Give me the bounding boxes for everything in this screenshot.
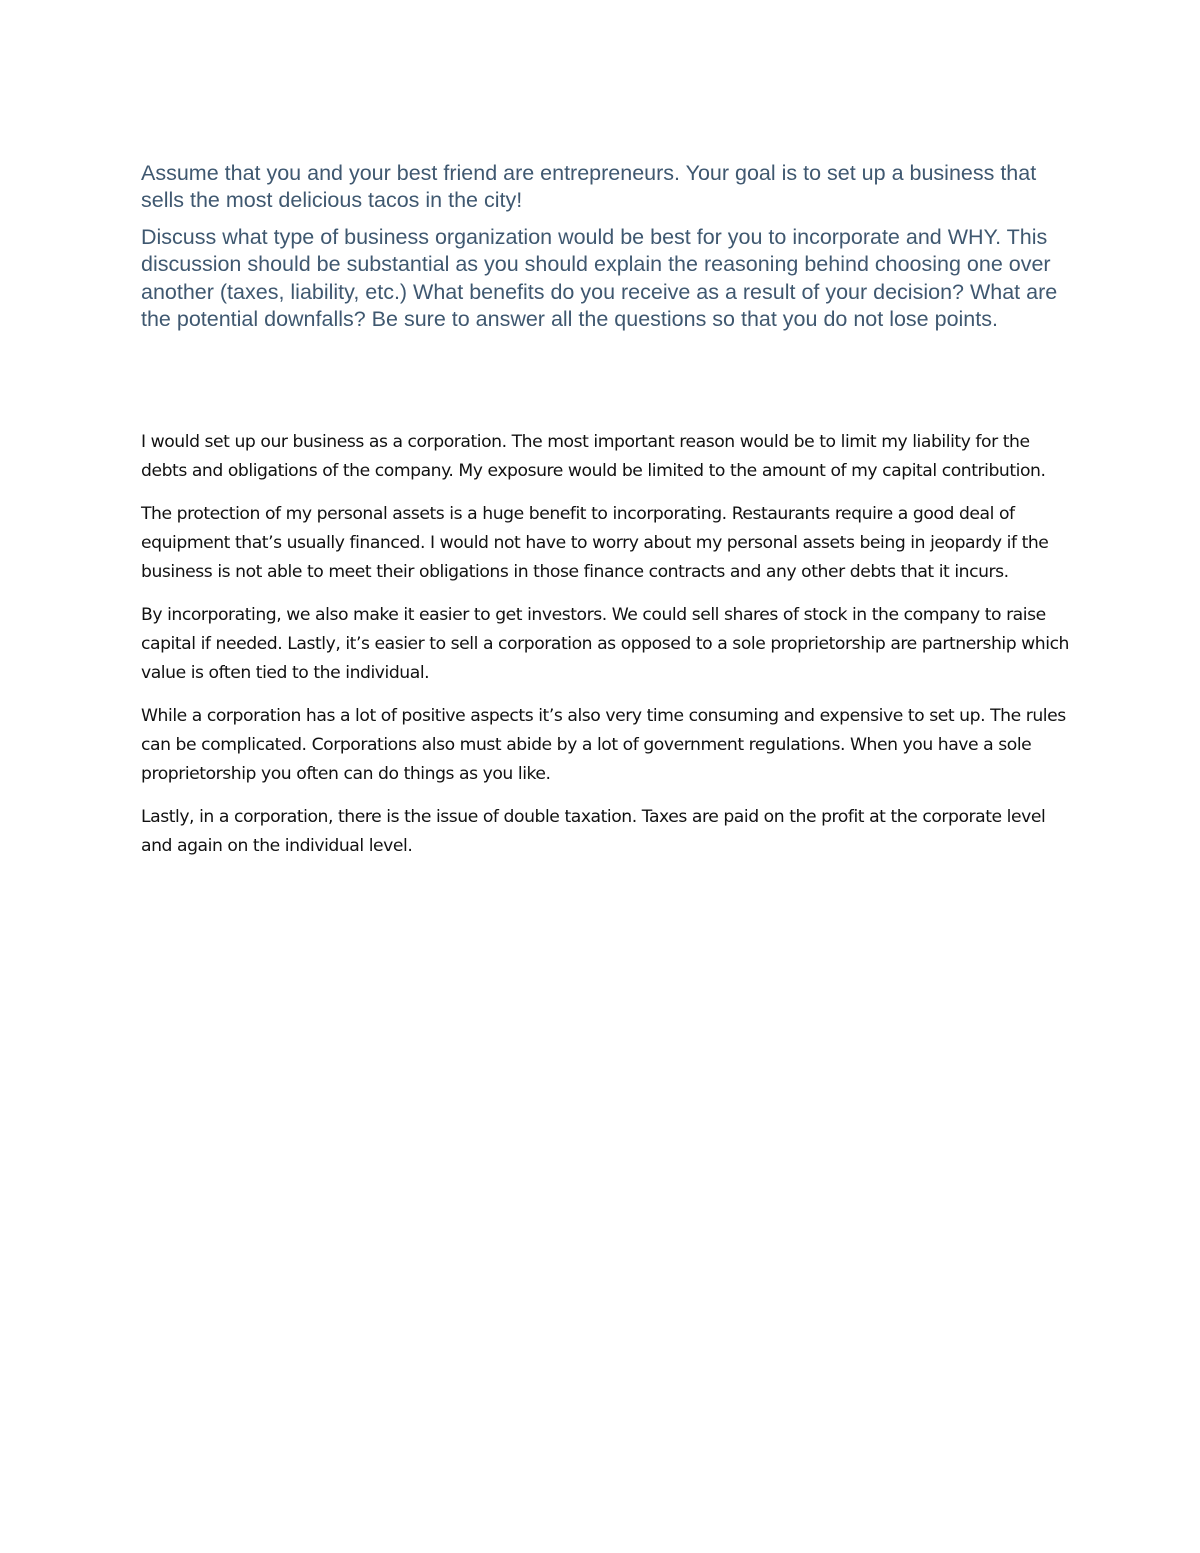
answer-paragraph: Lastly, in a corporation, there is the issue of double taxation. Taxes are paid on the profit at the corporate level and again on the individual level. bbox=[141, 807, 1046, 856]
assignment-prompt bbox=[141, 160, 1071, 333]
answer-paragraph: The protection of my personal assets is a huge benefit to incorporating. Restaurants require a good deal of equipment that’s usually financed. I would not have to worry about my personal assets being in jeopardy if the business is not able to meet their obligations in those finance contracts and any other debts that it incurs. bbox=[141, 504, 1049, 582]
answer-paragraph: I would set up our business as a corporation. The most important reason would be to limit my liability for the debts and obligations of the company. My exposure would be limited to the amount of my capital contribution. bbox=[141, 432, 1046, 481]
prompt-paragraph: Assume that you and your best friend are entrepreneurs. Your goal is to set up a business that sells the most delicious tacos in the city! bbox=[141, 161, 1037, 213]
answer-paragraph: By incorporating, we also make it easier to get investors. We could sell shares of stock in the company to raise capital if needed. Lastly, it’s easier to sell a corporation as opposed to a sole proprietorship are partnership which value is often tied to the individual. bbox=[141, 605, 1070, 683]
student-answer bbox=[141, 428, 1071, 875]
prompt-paragraph: Discuss what type of business organization would be best for you to incorporate and WHY. This discussion should be substantial as you should explain the reasoning behind choosing one over another (taxes, liability, etc.) What benefits do you receive as a result of your decision? What are the potential downfalls? Be sure to answer all the questions so that you do not lose points. bbox=[141, 224, 1058, 332]
answer-paragraph: While a corporation has a lot of positive aspects it’s also very time consuming and expensive to set up. The rules can be complicated. Corporations also must abide by a lot of government regulations. When you have a sole proprietorship you often can do things as you like. bbox=[141, 706, 1066, 784]
